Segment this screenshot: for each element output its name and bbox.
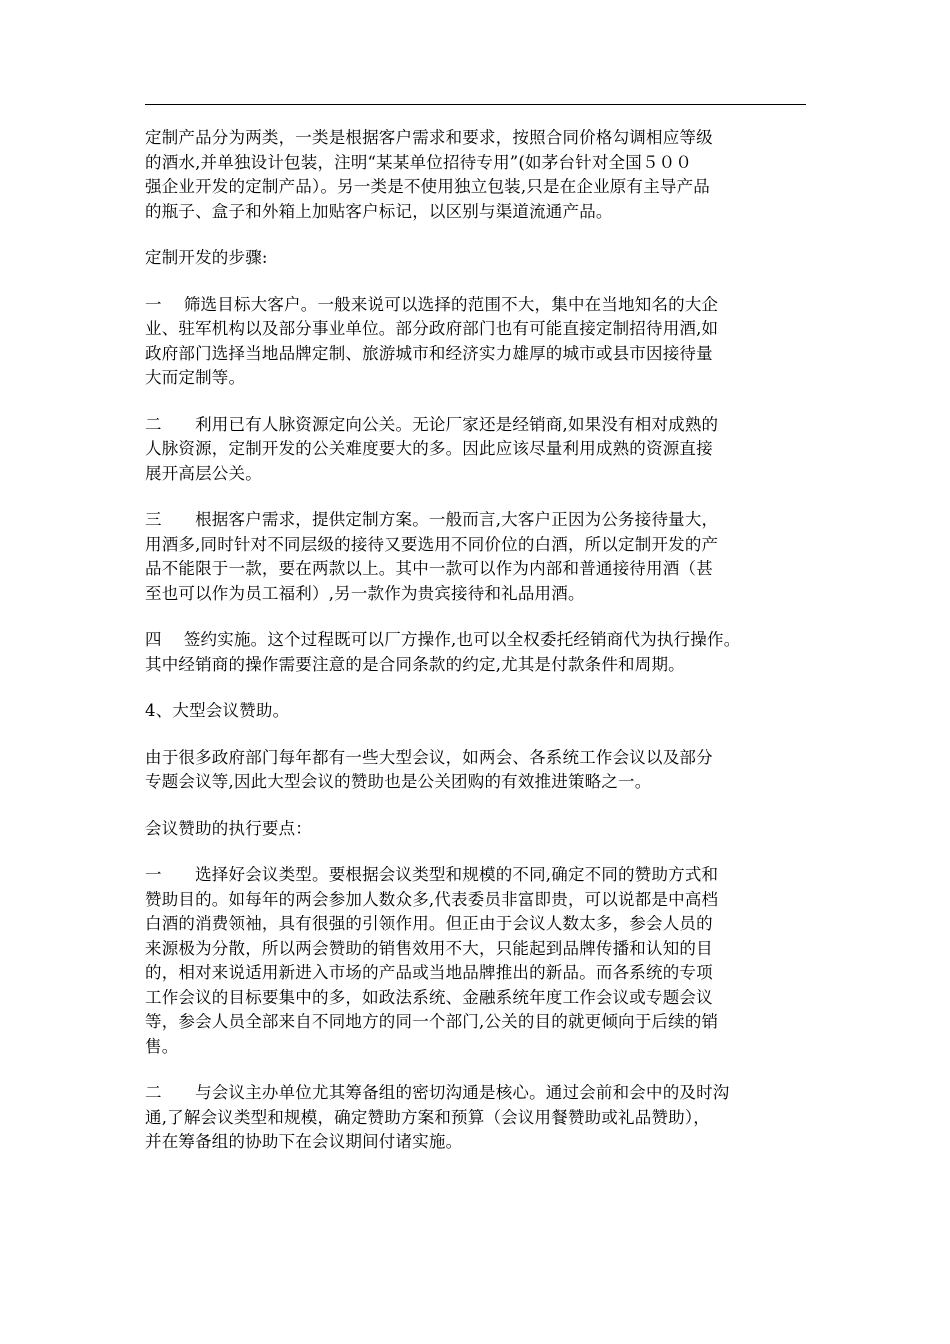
paragraph-sponsorship-points-heading: 会议赞助的执行要点： bbox=[145, 818, 312, 838]
section-heading-conference-sponsorship: 4、大型会议赞助。 bbox=[145, 701, 290, 720]
paragraph-step-two: 二 利用已有人脉资源定向公关。无论厂家还是经销商,如果没有相对成熟的 人脉资源，定制开发的公关难度要大的多。因此应该尽量利用成熟的资源直接 展开高层公关。 bbox=[145, 414, 719, 483]
paragraph-custom-products: 定制产品分为两类，一类是根据客户需求和要求，按照合同价格勾调相应等级 的酒水,并单独设计包装，注明“某某单位招待专用”(如茅台针对全国５００ 强企业开发的定制产品）。另一类是不使用独立包装,只是在企业原有主导产品 的瓶子、盒子和外箱上加贴客户标记，以区别与渠道流通产品。 bbox=[145, 128, 713, 221]
paragraph-sponsorship-point-one: 一 选择好会议类型。要根据会议类型和规模的不同,确定不同的赞助方式和 赞助目的。如每年的两会参加人数众多,代表委员非富即贵，可以说都是中高档 白酒的消费领袖，具有很强的引领作用。但正由于会议人数太多，参会人员的 来源极为分散，所以两会赞助的销售效用不大，只能起到品牌传播和认知的目 的，相对来说适用新进入市场的产品或当地品牌推出的新品。而各系统的专项 工作会议的目标要集中的多，如政法系统、金融系统年度工作会议或专题会议 等，参会人员全部来自不同地方的同一个部门,公关的目的就更倾向于后续的销 售。 bbox=[145, 865, 719, 1056]
paragraph-sponsorship-point-two: 二 与会议主办单位尤其筹备组的密切沟通是核心。通过会前和会中的及时沟 通,了解会议类型和规模，确定赞助方案和预算（会议用餐赞助或礼品赞助）， 并在筹备组的协助下在会议期间付诸实施。 bbox=[145, 1083, 730, 1151]
paragraph-conference-intro: 由于很多政府部门每年都有一些大型会议，如两会、各系统工作会议以及部分 专题会议等,因此大型会议的赞助也是公关团购的有效推进策略之一。 bbox=[145, 747, 713, 791]
header-rule bbox=[145, 104, 806, 105]
paragraph-step-three: 三 根据客户需求，提供定制方案。一般而言,大客户正因为公务接待量大， 用酒多,同时针对不同层级的接待又要选用不同价位的白酒，所以定制开发的产 品不能限于一款，要在两款以上。其中一款可以作为内部和普通接待用酒（甚 至也可以作为员工福利）,另一款作为贵宾接待和礼品用酒。 bbox=[145, 510, 719, 603]
paragraph-step-one: 一 筛选目标大客户。一般来说可以选择的范围不大，集中在当地知名的大企 业、驻军机构以及部分事业单位。部分政府部门也有可能直接定制招待用酒,如 政府部门选择当地品牌定制、旅游城市和经济实力雄厚的城市或县市因接待量 大而定制等。 bbox=[145, 294, 719, 387]
paragraph-step-four: 四 签约实施。这个过程既可以厂方操作,也可以全权委托经销商代为执行操作。 其中经销商的操作需要注意的是合同条款的约定,尤其是付款条件和周期。 bbox=[145, 630, 741, 674]
document-body bbox=[145, 126, 815, 1177]
paragraph-custom-steps-heading: 定制开发的步骤: bbox=[145, 248, 268, 267]
